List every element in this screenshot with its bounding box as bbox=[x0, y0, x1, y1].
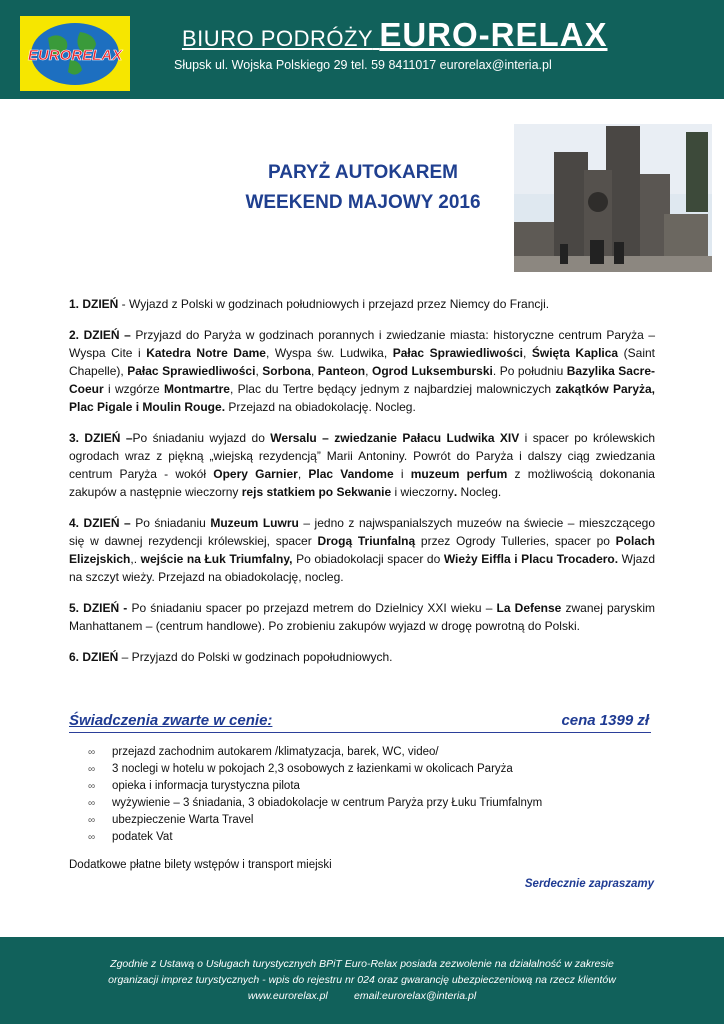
day-6-paragraph: 6. DZIEŃ – Przyjazd do Polski w godzinach popołudniowych. bbox=[69, 650, 393, 664]
infinity-bullet-icon: ∞ bbox=[88, 832, 96, 843]
trip-title-line1: PARYŻ AUTOKAREM bbox=[268, 162, 458, 183]
footer-line1: Zgodnie z Ustawą o Usługach turystycznych BPiT Euro-Relax posiada zezwolenie na działalność w zakresie bbox=[110, 958, 614, 970]
infinity-bullet-icon: ∞ bbox=[88, 815, 96, 826]
day-3-paragraph: 3. DZIEŃ –Po śniadaniu wyjazd do Wersalu – zwiedzanie Pałacu Ludwika XIV i spacer po królewskich ogrodach wraz z piękną „wiejską rezydencją” Marii Antoniny. Powrót do Paryża i dalszy ciąg zwiedzania centrum Paryża - wokół Opery Garnier, Plac Vandome i muzeum perfum z możliwością dokonania zakupów a następnie wieczorny rejs statkiem po Sekwanie i wieczorny. Nocleg. bbox=[69, 431, 655, 499]
extra-note: Dodatkowe płatne bilety wstępów i transport miejski bbox=[69, 859, 332, 871]
itinerary bbox=[69, 295, 655, 679]
trip-title-line2: WEEKEND MAJOWY 2016 bbox=[245, 192, 481, 213]
infinity-bullet-icon: ∞ bbox=[88, 781, 96, 792]
logo-text: EURORELAX bbox=[27, 47, 123, 64]
footer-banner bbox=[0, 937, 724, 1024]
agency-title-prefix: BIURO PODRÓŻY bbox=[182, 26, 373, 51]
email-link[interactable]: email:eurorelax@interia.pl bbox=[354, 990, 477, 1002]
notre-dame-photo bbox=[514, 124, 712, 272]
trip-price: cena 1399 zł bbox=[561, 712, 649, 729]
included-list bbox=[88, 744, 542, 846]
list-item: ∞ 3 noclegi w hotelu w pokojach 2,3 osobowych z łazienkami w okolicach Paryża bbox=[88, 761, 542, 778]
cathedral-image-icon bbox=[514, 124, 712, 272]
footer-line2: organizacji imprez turystycznych - wpis do rejestru nr 024 oraz gwarancję ubezpieczeniową na rzecz klientów bbox=[108, 974, 616, 986]
company-logo bbox=[20, 16, 130, 91]
trip-title bbox=[210, 158, 516, 218]
list-item: ∞ podatek Vat bbox=[88, 829, 542, 846]
infinity-bullet-icon: ∞ bbox=[88, 764, 96, 775]
footer-contacts bbox=[0, 988, 724, 1004]
agency-address: Słupsk ul. Wojska Polskiego 29 tel. 59 8411017 eurorelax@interia.pl bbox=[174, 58, 552, 72]
day-5-paragraph: 5. DZIEŃ - Po śniadaniu spacer po przejazd metrem do Dzielnicy XXI wieku – La Defense zwanej paryskim Manhattanem – (centrum handlowe). Po zrobieniu zakupów wyjazd w drogę powrotną do Polski. bbox=[69, 601, 656, 633]
day-2-paragraph: 2. DZIEŃ – Przyjazd do Paryża w godzinach porannych i zwiedzanie miasta: historyczne centrum Paryża – Wyspa Cite i Katedra Notre Dame, Wyspa św. Ludwika, Pałac Sprawiedliwości, Święta Kaplica (Saint Chapelle), Pałac Sprawiedliwości, Sorbona, Panteon, Ogrod Luksemburski. Po południu Bazylika Sacre-Coeur i wzgórze Montmartre, Plac du Tertre będący jednym z najbardziej malowniczych zakątków Paryża, Plac Pigale i Moulin Rouge. Przejazd na obiadokolację. Nocleg. bbox=[69, 328, 656, 414]
included-header bbox=[69, 710, 651, 733]
day-1-paragraph: 1. DZIEŃ - Wyjazd z Polski w godzinach południowych i przejazd przez Niemcy do Francji. bbox=[69, 297, 550, 311]
header-banner bbox=[0, 0, 724, 99]
greeting: Serdecznie zapraszamy bbox=[524, 878, 654, 890]
list-item: ∞ ubezpieczenie Warta Travel bbox=[88, 812, 542, 829]
list-item: ∞ opieka i informacja turystyczna pilota bbox=[88, 778, 542, 795]
website-link[interactable]: www.eurorelax.pl bbox=[247, 990, 328, 1002]
list-item: ∞ wyżywienie – 3 śniadania, 3 obiadokolacje w centrum Paryża przy Łuku Triumfalnym bbox=[88, 795, 542, 812]
included-heading: Świadczenia zwarte w cenie: bbox=[69, 712, 273, 729]
list-item: ∞ przejazd zachodnim autokarem /klimatyzacja, barek, WC, video/ bbox=[88, 744, 542, 761]
infinity-bullet-icon: ∞ bbox=[88, 747, 96, 758]
agency-name: EURO-RELAX bbox=[379, 16, 608, 53]
globe-logo-icon bbox=[20, 16, 130, 91]
infinity-bullet-icon: ∞ bbox=[88, 798, 96, 809]
day-4-paragraph: 4. DZIEŃ – Po śniadaniu Muzeum Luwru – jedno z najwspanialszych muzeów na świecie – mieszczącego się w dawnej rezydencji królewskiej, spacer Drogą Triunfalną przez Ogrody Tulleries, spacer po Polach Elizejskich,. wejście na Łuk Triumfalny, Po obiadokolacji spacer do Wieży Eiffla i Placu Trocadero. Wjazd na szczyt wieży. Przejazd na obiadokolację, nocleg. bbox=[69, 516, 656, 584]
agency-title bbox=[182, 16, 608, 54]
